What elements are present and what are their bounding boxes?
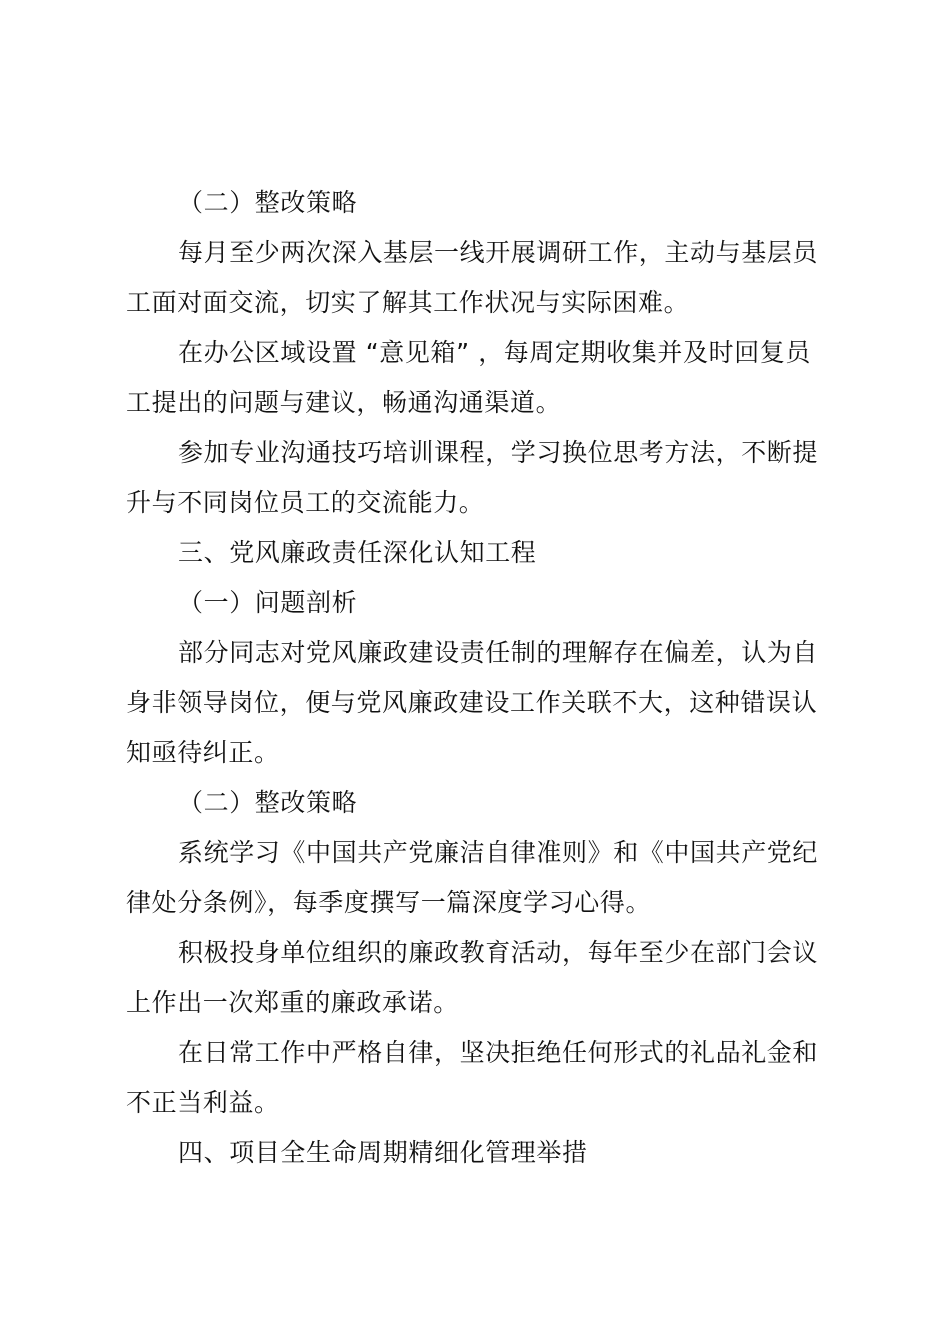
- paragraph-line: 身非领导岗位，便与党风廉政建设工作关联不大，这种错误认: [126, 688, 818, 717]
- chapter-heading-four: 四、项目全生命周期精细化管理举措: [178, 1138, 588, 1167]
- paragraph-line: 上作出一次郑重的廉政承诺。: [126, 988, 459, 1017]
- section-heading-rectification: （二）整改策略: [178, 188, 358, 217]
- chapter-heading-three: 三、党风廉政责任深化认知工程: [178, 538, 537, 567]
- paragraph-line: 升与不同岗位员工的交流能力。: [126, 488, 485, 517]
- paragraph-line: 律处分条例》，每季度撰写一篇深度学习心得。: [126, 888, 652, 917]
- paragraph-line: 在日常工作中严格自律，坚决拒绝任何形式的礼品礼金和: [178, 1038, 819, 1067]
- paragraph-line: 系统学习《中国共产党廉洁自律准则》和《中国共产党纪: [178, 838, 819, 867]
- paragraph-line: 每月至少两次深入基层一线开展调研工作，主动与基层员: [178, 238, 819, 267]
- paragraph-line: 不正当利益。: [126, 1088, 280, 1117]
- paragraph-line: 部分同志对党风廉政建设责任制的理解存在偏差，认为自: [178, 638, 819, 667]
- paragraph-line: 工提出的问题与建议，畅通沟通渠道。: [126, 388, 562, 417]
- paragraph-line: 工面对面交流，切实了解其工作状况与实际困难。: [126, 288, 690, 317]
- section-heading-problem-analysis: （一）问题剖析: [178, 588, 358, 617]
- paragraph-line: 知亟待纠正。: [126, 738, 280, 767]
- paragraph-line: 积极投身单位组织的廉政教育活动，每年至少在部门会议: [178, 938, 819, 967]
- paragraph-line: 在办公区域设置 “意见箱” ，每周定期收集并及时回复员: [178, 338, 811, 367]
- section-heading-rectification: （二）整改策略: [178, 788, 358, 817]
- paragraph-line: 参加专业沟通技巧培训课程，学习换位思考方法，不断提: [178, 438, 819, 467]
- document-body: [126, 178, 834, 1178]
